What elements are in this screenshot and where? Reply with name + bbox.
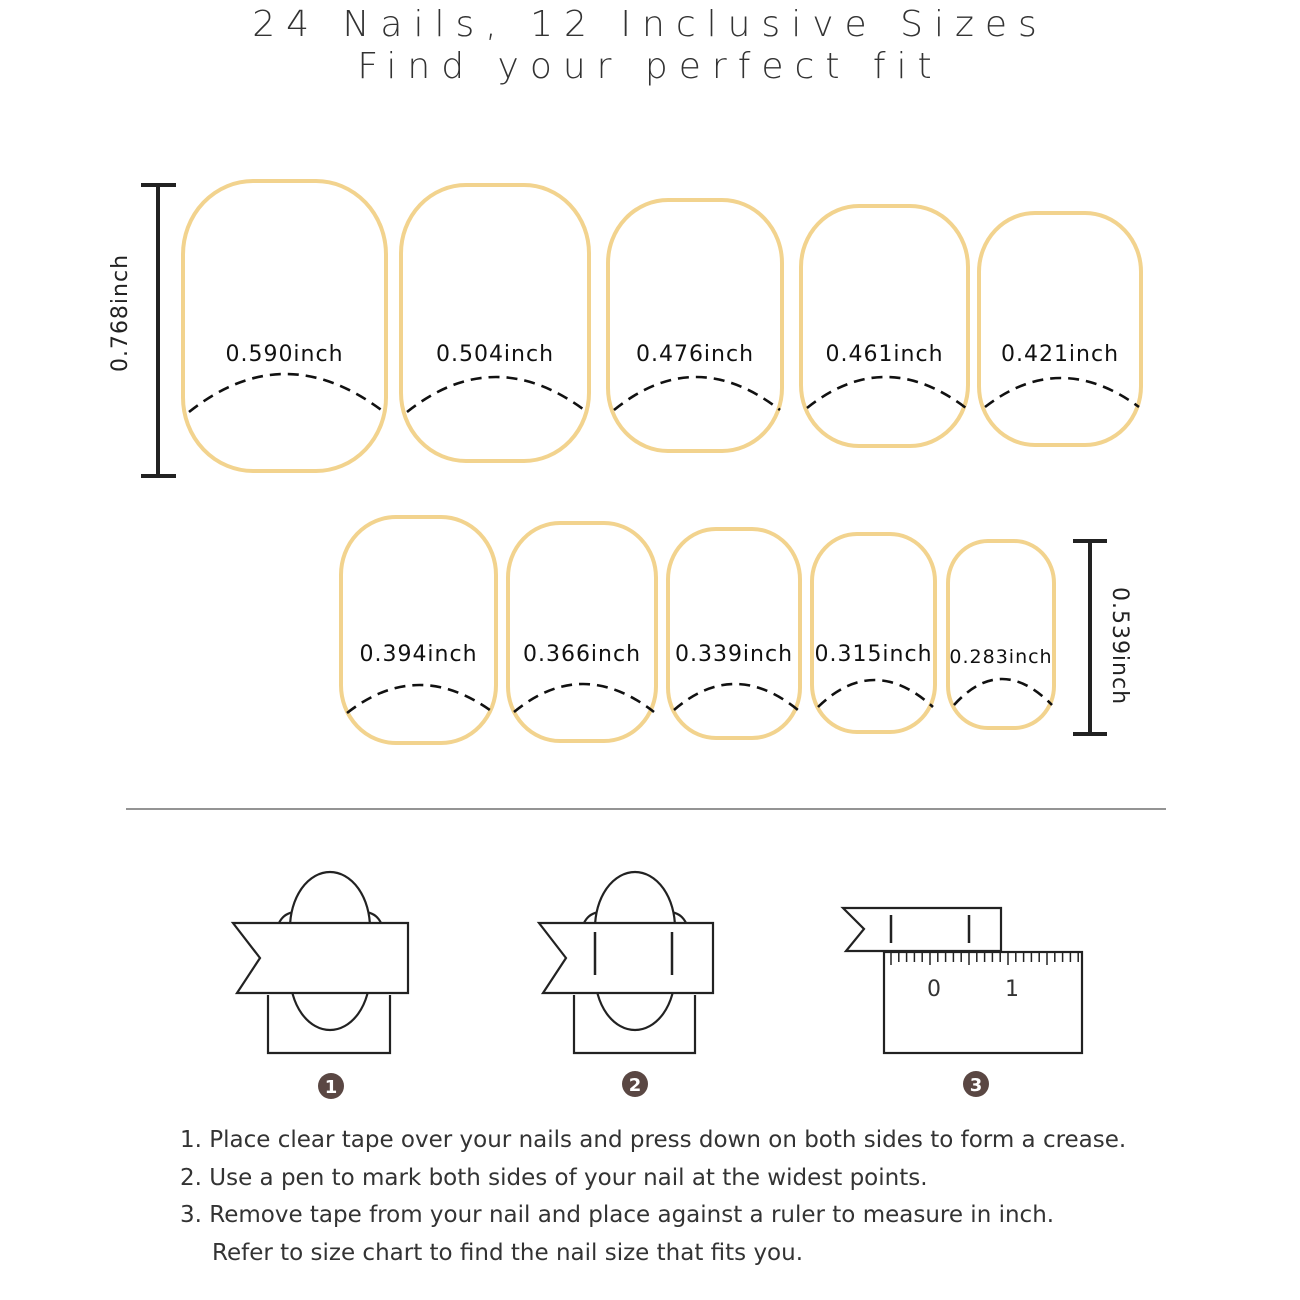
- step-3-illustration: [843, 908, 1082, 1053]
- nail-shape: [401, 185, 589, 461]
- nail-outline: [668, 529, 800, 738]
- nail-width-label: 0.461inch: [825, 342, 944, 367]
- nail-width-arc: [407, 377, 587, 412]
- nail-width-arc: [807, 377, 966, 408]
- title-line-2: Find your perfect fit: [357, 46, 943, 87]
- instruction-step-3: 3. Remove tape from your nail and place against a ruler to measure in inch.: [180, 1202, 1055, 1228]
- nail-shape: [508, 523, 656, 741]
- instruction-step-3-continued: Refer to size chart to find the nail size that fits you.: [212, 1239, 804, 1266]
- nail-width-arc: [614, 377, 780, 410]
- length-label-top: 0.768inch: [108, 253, 133, 373]
- ruler-label-1: 1: [1005, 977, 1019, 1002]
- nail-width-arc: [985, 378, 1139, 407]
- nail-shape: [801, 206, 968, 446]
- nail-width-label: 0.315inch: [814, 642, 933, 667]
- nail-width-arc: [954, 679, 1052, 705]
- nail-outline: [341, 517, 496, 743]
- nail-width-label: 0.283inch: [949, 646, 1053, 668]
- nail-width-arc: [189, 374, 384, 412]
- step-badge-2-number: 2: [628, 1075, 642, 1096]
- nail-width-label: 0.366inch: [522, 642, 642, 667]
- nail-width-label: 0.339inch: [674, 642, 794, 667]
- nail-width-label: 0.476inch: [635, 342, 755, 367]
- nail-shape: [979, 213, 1141, 445]
- nail-shape: [608, 200, 782, 451]
- nail-shape: [812, 534, 935, 732]
- step-badge-1-number: 1: [324, 1077, 338, 1098]
- nail-outline: [183, 181, 386, 471]
- nail-width-label: 0.394inch: [359, 642, 478, 667]
- step-badge-3: [963, 1071, 989, 1097]
- instructions: [180, 1122, 1280, 1272]
- length-bar-top: [141, 185, 176, 476]
- nail-outline: [979, 213, 1141, 445]
- nail-outline: [801, 206, 968, 446]
- nail-width-arc: [514, 684, 654, 712]
- nail-outline: [948, 541, 1054, 728]
- instruction-step-2: 2. Use a pen to mark both sides of your nail at the widest points.: [180, 1164, 928, 1191]
- nail-width-label: 0.504inch: [435, 342, 555, 367]
- nail-width-arc: [347, 685, 494, 713]
- nail-shapes: [183, 181, 1141, 743]
- nail-width-arc: [674, 684, 798, 710]
- nail-outline: [812, 534, 935, 732]
- step-badge-2: [622, 1071, 648, 1097]
- nail-shape: [183, 181, 386, 471]
- length-label-bottom: 0.539inch: [1107, 586, 1132, 706]
- step-2-illustration: [539, 872, 713, 1053]
- step-1-illustration: [233, 872, 408, 1053]
- nail-shape: [948, 541, 1054, 728]
- title-line-1: 24 Nails, 12 Inclusive Sizes: [252, 4, 1048, 45]
- ruler-label-0: 0: [927, 977, 941, 1002]
- nail-width-arc: [818, 680, 933, 707]
- nail-shape: [668, 529, 800, 738]
- nail-outline: [508, 523, 656, 741]
- nail-outline: [401, 185, 589, 461]
- nail-width-label: 0.590inch: [225, 342, 344, 367]
- nail-width-label: 0.421inch: [1000, 342, 1120, 367]
- nail-outline: [608, 200, 782, 451]
- step-badge-1: [318, 1073, 344, 1099]
- nail-shape: [341, 517, 496, 743]
- instruction-step-1: 1. Place clear tape over your nails and press down on both sides to form a crease.: [180, 1127, 1127, 1153]
- length-bar-bottom: [1073, 541, 1107, 734]
- step-badge-3-number: 3: [969, 1075, 983, 1096]
